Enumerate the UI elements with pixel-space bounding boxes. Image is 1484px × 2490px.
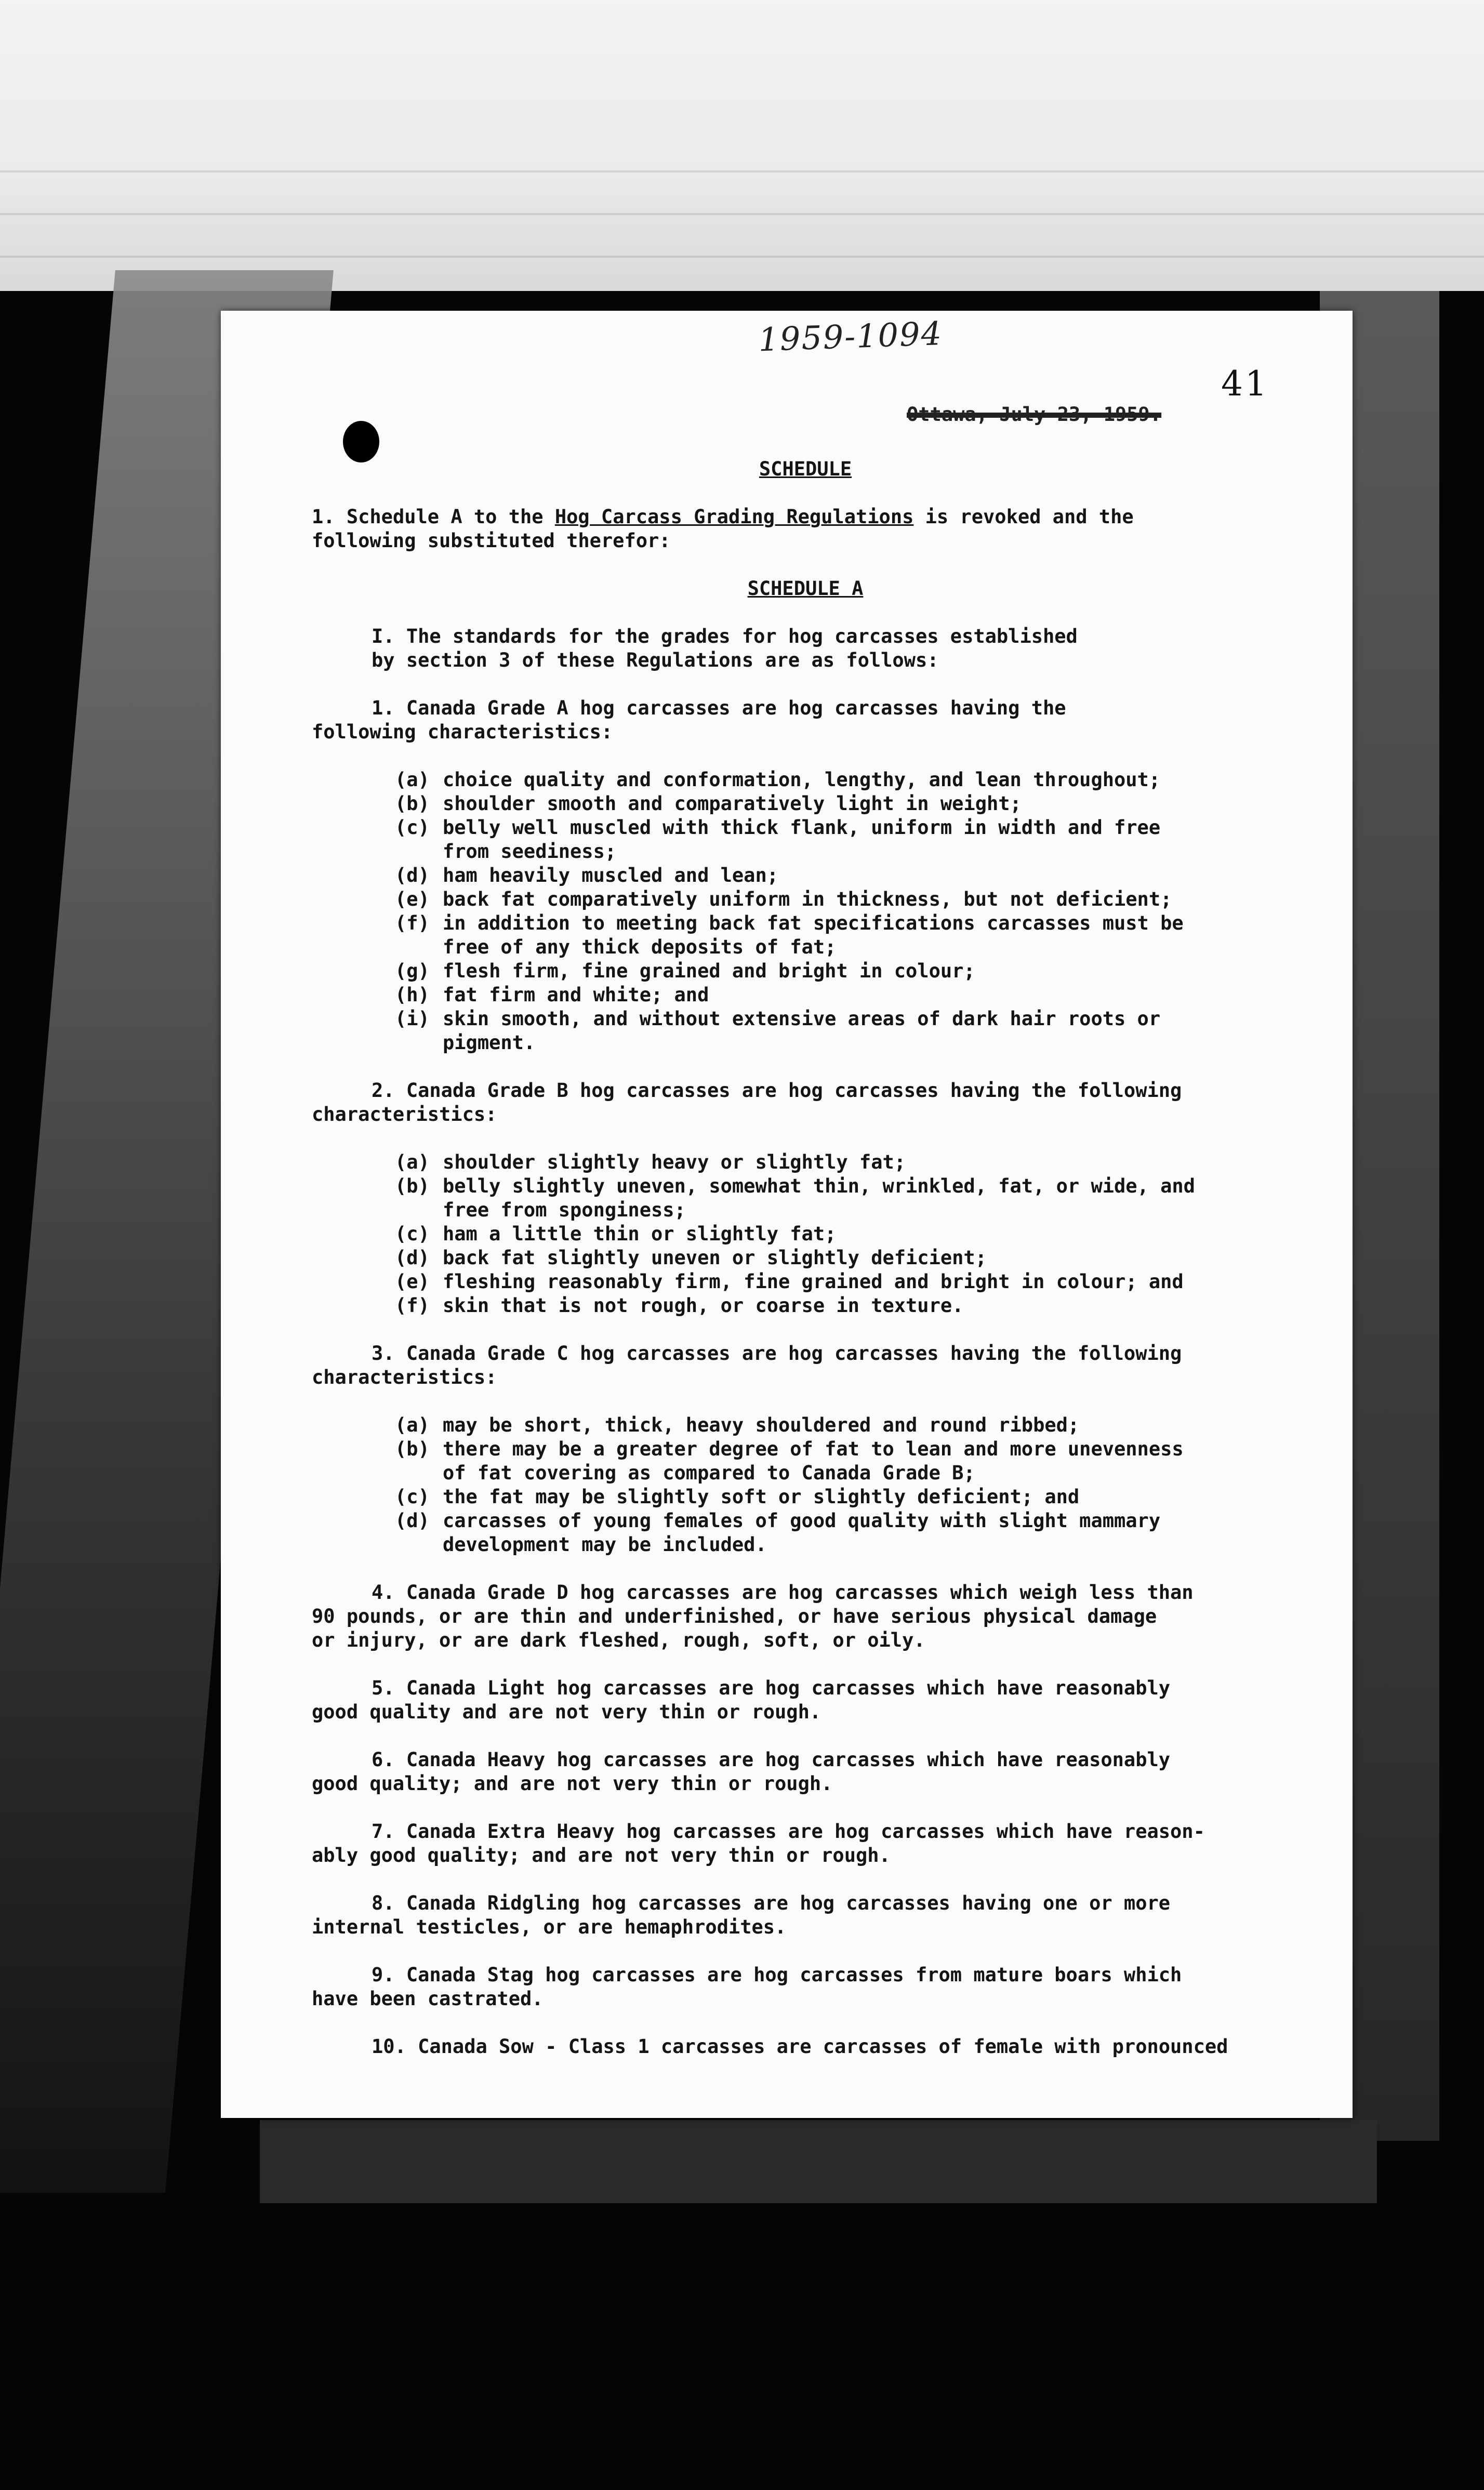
numbered-paragraphs — [312, 1581, 1299, 2059]
item-label: (e) — [395, 1270, 430, 1293]
item-text: carcasses of young females of good quality with slight mammary — [443, 1509, 1161, 1532]
list-item — [395, 864, 1299, 888]
regulation-title: Hog Carcass Grading Regulations — [554, 506, 914, 528]
subheading: SCHEDULE A — [747, 577, 864, 600]
item-text-continued: development may be included. — [443, 1533, 767, 1556]
item-text: may be short, thick, heavy shouldered and round ribbed; — [443, 1414, 1080, 1436]
paragraph-line: internal testicles, or are hemaphrodites. — [312, 1916, 787, 1938]
item-label: (e) — [395, 888, 430, 910]
list-item — [395, 1007, 1299, 1031]
paragraph-line: or injury, or are dark fleshed, rough, soft, or oily. — [312, 1629, 925, 1651]
numbered-paragraph — [312, 2035, 1299, 2059]
item-label: (a) — [395, 1414, 430, 1436]
item-text: skin that is not rough, or coarse in texture. — [443, 1294, 964, 1317]
list-item — [395, 1294, 1299, 1318]
item-text: in addition to meeting back fat specifications carcasses must be — [443, 912, 1184, 934]
item-text-continued: free of any thick deposits of fat; — [443, 936, 837, 958]
item-text-continued: free from sponginess; — [443, 1199, 686, 1221]
numbered-paragraph — [312, 1748, 1299, 1796]
item-label: (b) — [395, 792, 430, 815]
item-text: there may be a greater degree of fat to lean and more unevenness — [443, 1438, 1184, 1460]
grade-a-list — [312, 768, 1299, 1055]
list-item — [395, 1222, 1299, 1246]
list-item — [395, 792, 1299, 816]
grade-a-intro: 1. Canada Grade A hog carcasses are hog carcasses having the following characteristics: — [312, 697, 1066, 743]
punch-hole — [343, 421, 379, 462]
item-text: fleshing reasonably firm, fine grained and bright in colour; and — [443, 1270, 1184, 1293]
grade-b-intro: 2. Canada Grade B hog carcasses are hog carcasses having the following characteristics: — [312, 1079, 1182, 1125]
item-text-continued: pigment. — [443, 1031, 536, 1054]
list-item — [395, 1270, 1299, 1294]
item-text: shoulder smooth and comparatively light in weight; — [443, 792, 1022, 815]
list-item — [395, 816, 1299, 840]
item-label: (d) — [395, 864, 430, 886]
list-item — [395, 1246, 1299, 1270]
paragraph-line: good quality; and are not very thin or rough. — [312, 1772, 833, 1795]
item-label: (f) — [395, 1294, 430, 1317]
item-text-continued: from seediness; — [443, 840, 617, 863]
item-label: (c) — [395, 1223, 430, 1245]
grade-c-intro: 3. Canada Grade C hog carcasses are hog carcasses having the following characteristics: — [312, 1342, 1182, 1388]
paragraph-line: 7. Canada Extra Heavy hog carcasses are hog carcasses which have reason- — [372, 1820, 1205, 1843]
item-label: (a) — [395, 769, 430, 791]
paragraph-line: good quality and are not very thin or rough. — [312, 1701, 822, 1723]
item-label: (b) — [395, 1438, 430, 1460]
paragraph-line: 4. Canada Grade D hog carcasses are hog carcasses which weigh less than — [372, 1581, 1194, 1604]
item-label: (d) — [395, 1247, 430, 1269]
paragraph-line: 10. Canada Sow - Class 1 carcasses are carcasses of female with pronounced — [372, 2035, 1228, 2058]
numbered-paragraph — [312, 1820, 1299, 1868]
list-item — [395, 983, 1299, 1007]
heading: SCHEDULE — [759, 458, 852, 480]
item-text-continued: of fat covering as compared to Canada Grade B; — [443, 1462, 975, 1484]
item-label: (g) — [395, 960, 430, 982]
list-item — [395, 1485, 1299, 1509]
item-label: (c) — [395, 816, 430, 839]
item-text: skin smooth, and without extensive areas of dark hair roots or — [443, 1008, 1161, 1030]
paragraph-line: 6. Canada Heavy hog carcasses are hog carcasses which have reasonably — [372, 1749, 1171, 1771]
handwritten-note: 1959-1094 — [758, 314, 944, 359]
numbered-paragraph — [312, 1581, 1299, 1652]
paragraph-line: ably good quality; and are not very thin or rough. — [312, 1844, 891, 1866]
struck-date: Ottawa, July 23, 1959. — [907, 403, 1162, 426]
intro-paragraph: I. The standards for the grades for hog carcasses established by section 3 of these Regulations are as follows: — [372, 625, 1078, 671]
item-text: ham a little thin or slightly fat; — [443, 1223, 837, 1245]
item-label: (a) — [395, 1151, 430, 1173]
list-item — [395, 959, 1299, 983]
item-text: choice quality and conformation, lengthy, and lean throughout; — [443, 769, 1161, 791]
page-shadow-bottom — [260, 2120, 1377, 2203]
item-text: back fat comparatively uniform in thickness, but not deficient; — [443, 888, 1172, 910]
page-number: 41 — [1221, 364, 1269, 404]
item-text: flesh firm, fine grained and bright in colour; — [443, 960, 975, 982]
item-label: (i) — [395, 1008, 430, 1030]
grade-c-list — [312, 1413, 1299, 1557]
item-text: shoulder slightly heavy or slightly fat; — [443, 1151, 906, 1173]
paragraph-line: 5. Canada Light hog carcasses are hog carcasses which have reasonably — [372, 1677, 1171, 1699]
list-item — [395, 768, 1299, 792]
item-text: fat firm and white; and — [443, 984, 709, 1006]
item-label: (c) — [395, 1486, 430, 1508]
item-text: back fat slightly uneven or slightly deficient; — [443, 1247, 987, 1269]
grade-b-list — [312, 1150, 1299, 1318]
document-body — [312, 457, 1299, 2059]
list-item — [395, 1150, 1299, 1174]
list-item — [395, 888, 1299, 911]
paragraph-line: 8. Canada Ridgling hog carcasses are hog carcasses having one or more — [372, 1892, 1171, 1914]
item-text: belly slightly uneven, somewhat thin, wrinkled, fat, or wide, and — [443, 1175, 1195, 1197]
list-item — [395, 1413, 1299, 1437]
numbered-paragraph — [312, 1963, 1299, 2011]
list-item — [395, 1437, 1299, 1461]
amendment-paragraph: 1. Schedule A to the Hog Carcass Grading Regulations is revoked and the following substituted therefor: — [312, 506, 1134, 552]
list-item — [395, 911, 1299, 935]
paragraph-line: have been castrated. — [312, 1988, 544, 2010]
paragraph-line: 9. Canada Stag hog carcasses are hog carcasses from mature boars which — [372, 1964, 1182, 1986]
item-label: (f) — [395, 912, 430, 934]
list-item — [395, 1174, 1299, 1198]
numbered-paragraph — [312, 1891, 1299, 1939]
paragraph-line: 90 pounds, or are thin and underfinished, or have serious physical damage — [312, 1605, 1157, 1627]
item-label: (d) — [395, 1509, 430, 1532]
item-text: ham heavily muscled and lean; — [443, 864, 779, 886]
list-item — [395, 1509, 1299, 1533]
item-text: the fat may be slightly soft or slightly deficient; and — [443, 1486, 1080, 1508]
item-text: belly well muscled with thick flank, uniform in width and free — [443, 816, 1161, 839]
item-label: (h) — [395, 984, 430, 1006]
item-label: (b) — [395, 1175, 430, 1197]
numbered-paragraph — [312, 1676, 1299, 1724]
